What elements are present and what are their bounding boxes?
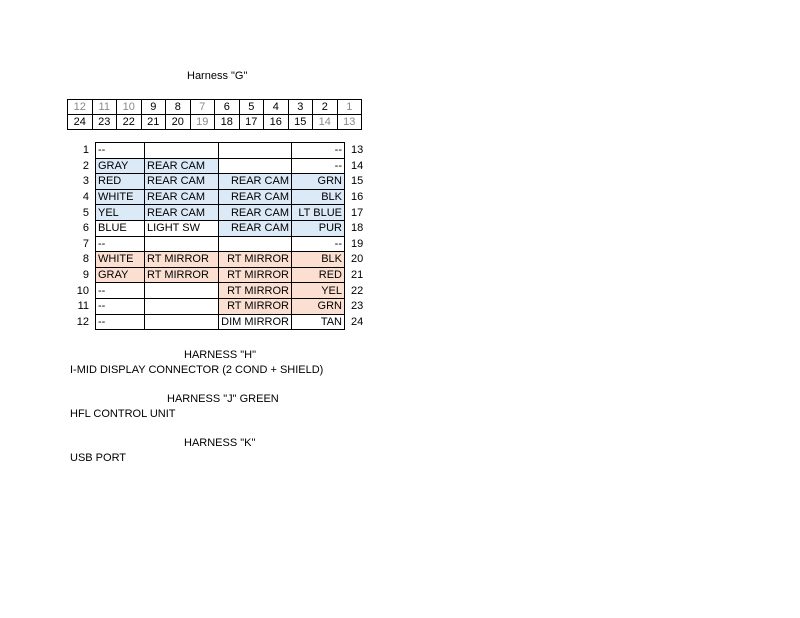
pin-cell: 19 <box>190 115 215 130</box>
left-wire-function: REAR CAM <box>145 158 219 174</box>
left-wire-function <box>145 236 219 252</box>
right-wire-function: REAR CAM <box>219 205 292 221</box>
right-pin-number: 14 <box>351 159 364 172</box>
right-wire-function: RT MIRROR <box>219 298 292 314</box>
pin-cell: 17 <box>239 115 264 130</box>
right-wire-color: -- <box>292 143 345 159</box>
left-pin-number: 5 <box>82 206 89 219</box>
right-wire-color: BLK <box>292 252 345 268</box>
wire-row <box>67 174 373 190</box>
harness-k-title: HARNESS "K" <box>184 437 256 449</box>
right-wire-color: PUR <box>292 220 345 236</box>
left-wire-color: -- <box>96 283 145 299</box>
pin-cell: 20 <box>166 115 191 130</box>
pin-cell: 7 <box>190 100 215 115</box>
right-wire-color: LT BLUE <box>292 205 345 221</box>
pin-cell: 3 <box>288 100 313 115</box>
right-pin-number: 16 <box>351 191 364 204</box>
left-pin-number: 8 <box>82 253 89 266</box>
right-pin-number: 23 <box>351 300 364 313</box>
right-wire-color: GRN <box>292 174 345 190</box>
pin-cell: 15 <box>288 115 313 130</box>
left-pin-number: 6 <box>82 222 89 235</box>
harness-k-description: USB PORT <box>70 452 127 464</box>
wire-row <box>67 314 373 330</box>
wire-row <box>67 298 373 314</box>
right-wire-function: REAR CAM <box>219 220 292 236</box>
wire-row <box>67 267 373 283</box>
left-pin-number: 9 <box>82 269 89 282</box>
wire-row <box>67 189 373 205</box>
harness-g-pin-map <box>67 99 362 130</box>
pin-cell: 16 <box>264 115 289 130</box>
left-wire-function: RT MIRROR <box>145 267 219 283</box>
left-wire-function: LIGHT SW <box>145 220 219 236</box>
right-wire-function: REAR CAM <box>219 189 292 205</box>
wire-row <box>67 236 373 252</box>
left-pin-number: 12 <box>76 315 89 328</box>
pin-cell: 23 <box>92 115 117 130</box>
left-wire-function <box>145 298 219 314</box>
pin-cell: 5 <box>239 100 264 115</box>
left-pin-number: 2 <box>82 159 89 172</box>
pin-map-bottom-row <box>68 115 362 130</box>
left-wire-color: WHITE <box>96 189 145 205</box>
right-wire-color: BLK <box>292 189 345 205</box>
right-wire-function: REAR CAM <box>219 174 292 190</box>
right-wire-function: DIM MIRROR <box>219 314 292 330</box>
left-pin-number: 10 <box>76 284 89 297</box>
right-pin-number: 21 <box>351 269 364 282</box>
right-wire-function: RT MIRROR <box>219 252 292 268</box>
left-wire-function: REAR CAM <box>145 189 219 205</box>
pin-cell: 18 <box>215 115 240 130</box>
pin-cell: 22 <box>117 115 142 130</box>
harness-h-description: I-MID DISPLAY CONNECTOR (2 COND + SHIELD) <box>70 364 324 376</box>
right-wire-function: RT MIRROR <box>219 267 292 283</box>
left-pin-number: 3 <box>82 175 89 188</box>
right-wire-function <box>219 143 292 159</box>
harness-g-title: Harness "G" <box>187 70 248 82</box>
pin-cell: 9 <box>141 100 166 115</box>
pin-cell: 4 <box>264 100 289 115</box>
left-pin-number: 7 <box>82 237 89 250</box>
left-wire-function <box>145 143 219 159</box>
left-pin-number: 4 <box>82 191 89 204</box>
pin-cell: 24 <box>68 115 93 130</box>
right-wire-color: -- <box>292 236 345 252</box>
pin-cell: 13 <box>337 115 362 130</box>
right-pin-number: 18 <box>351 222 364 235</box>
right-wire-function: RT MIRROR <box>219 283 292 299</box>
harness-j-title: HARNESS "J" GREEN <box>167 393 279 405</box>
right-pin-number: 17 <box>351 206 364 219</box>
left-wire-function: REAR CAM <box>145 205 219 221</box>
harness-h-title: HARNESS "H" <box>184 349 256 361</box>
right-pin-number: 13 <box>351 144 364 157</box>
left-wire-color: -- <box>96 314 145 330</box>
pin-cell: 21 <box>141 115 166 130</box>
left-wire-function: RT MIRROR <box>145 252 219 268</box>
right-wire-color: YEL <box>292 283 345 299</box>
wire-row <box>67 283 373 299</box>
wire-row <box>67 205 373 221</box>
harness-g-wire-table <box>67 142 373 330</box>
wire-row <box>67 158 373 174</box>
harness-j-description: HFL CONTROL UNIT <box>70 408 176 420</box>
right-wire-color: RED <box>292 267 345 283</box>
left-wire-color: WHITE <box>96 252 145 268</box>
left-pin-number: 11 <box>77 300 89 313</box>
pin-cell: 2 <box>313 100 338 115</box>
right-pin-number: 20 <box>351 253 364 266</box>
left-wire-color: GRAY <box>96 267 145 283</box>
pin-cell: 11 <box>92 100 117 115</box>
wire-row <box>67 220 373 236</box>
left-wire-color: -- <box>96 298 145 314</box>
right-wire-color: -- <box>292 158 345 174</box>
pin-map-top-row <box>68 100 362 115</box>
wire-row <box>67 143 373 159</box>
wire-row <box>67 252 373 268</box>
right-pin-number: 15 <box>351 175 364 188</box>
right-pin-number: 19 <box>351 237 364 250</box>
pin-cell: 6 <box>215 100 240 115</box>
left-pin-number: 1 <box>82 144 89 157</box>
left-wire-color: RED <box>96 174 145 190</box>
left-wire-color: -- <box>96 236 145 252</box>
pin-cell: 10 <box>117 100 142 115</box>
left-wire-function <box>145 283 219 299</box>
pin-cell: 14 <box>313 115 338 130</box>
pin-cell: 8 <box>166 100 191 115</box>
left-wire-function: REAR CAM <box>145 174 219 190</box>
left-wire-color: GRAY <box>96 158 145 174</box>
pin-cell: 1 <box>337 100 362 115</box>
right-wire-function <box>219 236 292 252</box>
left-wire-color: YEL <box>96 205 145 221</box>
right-wire-function <box>219 158 292 174</box>
right-wire-color: GRN <box>292 298 345 314</box>
left-wire-color: BLUE <box>96 220 145 236</box>
pin-cell: 12 <box>68 100 93 115</box>
right-pin-number: 22 <box>351 284 364 297</box>
left-wire-function <box>145 314 219 330</box>
left-wire-color: -- <box>96 143 145 159</box>
right-wire-color: TAN <box>292 314 345 330</box>
right-pin-number: 24 <box>351 315 364 328</box>
